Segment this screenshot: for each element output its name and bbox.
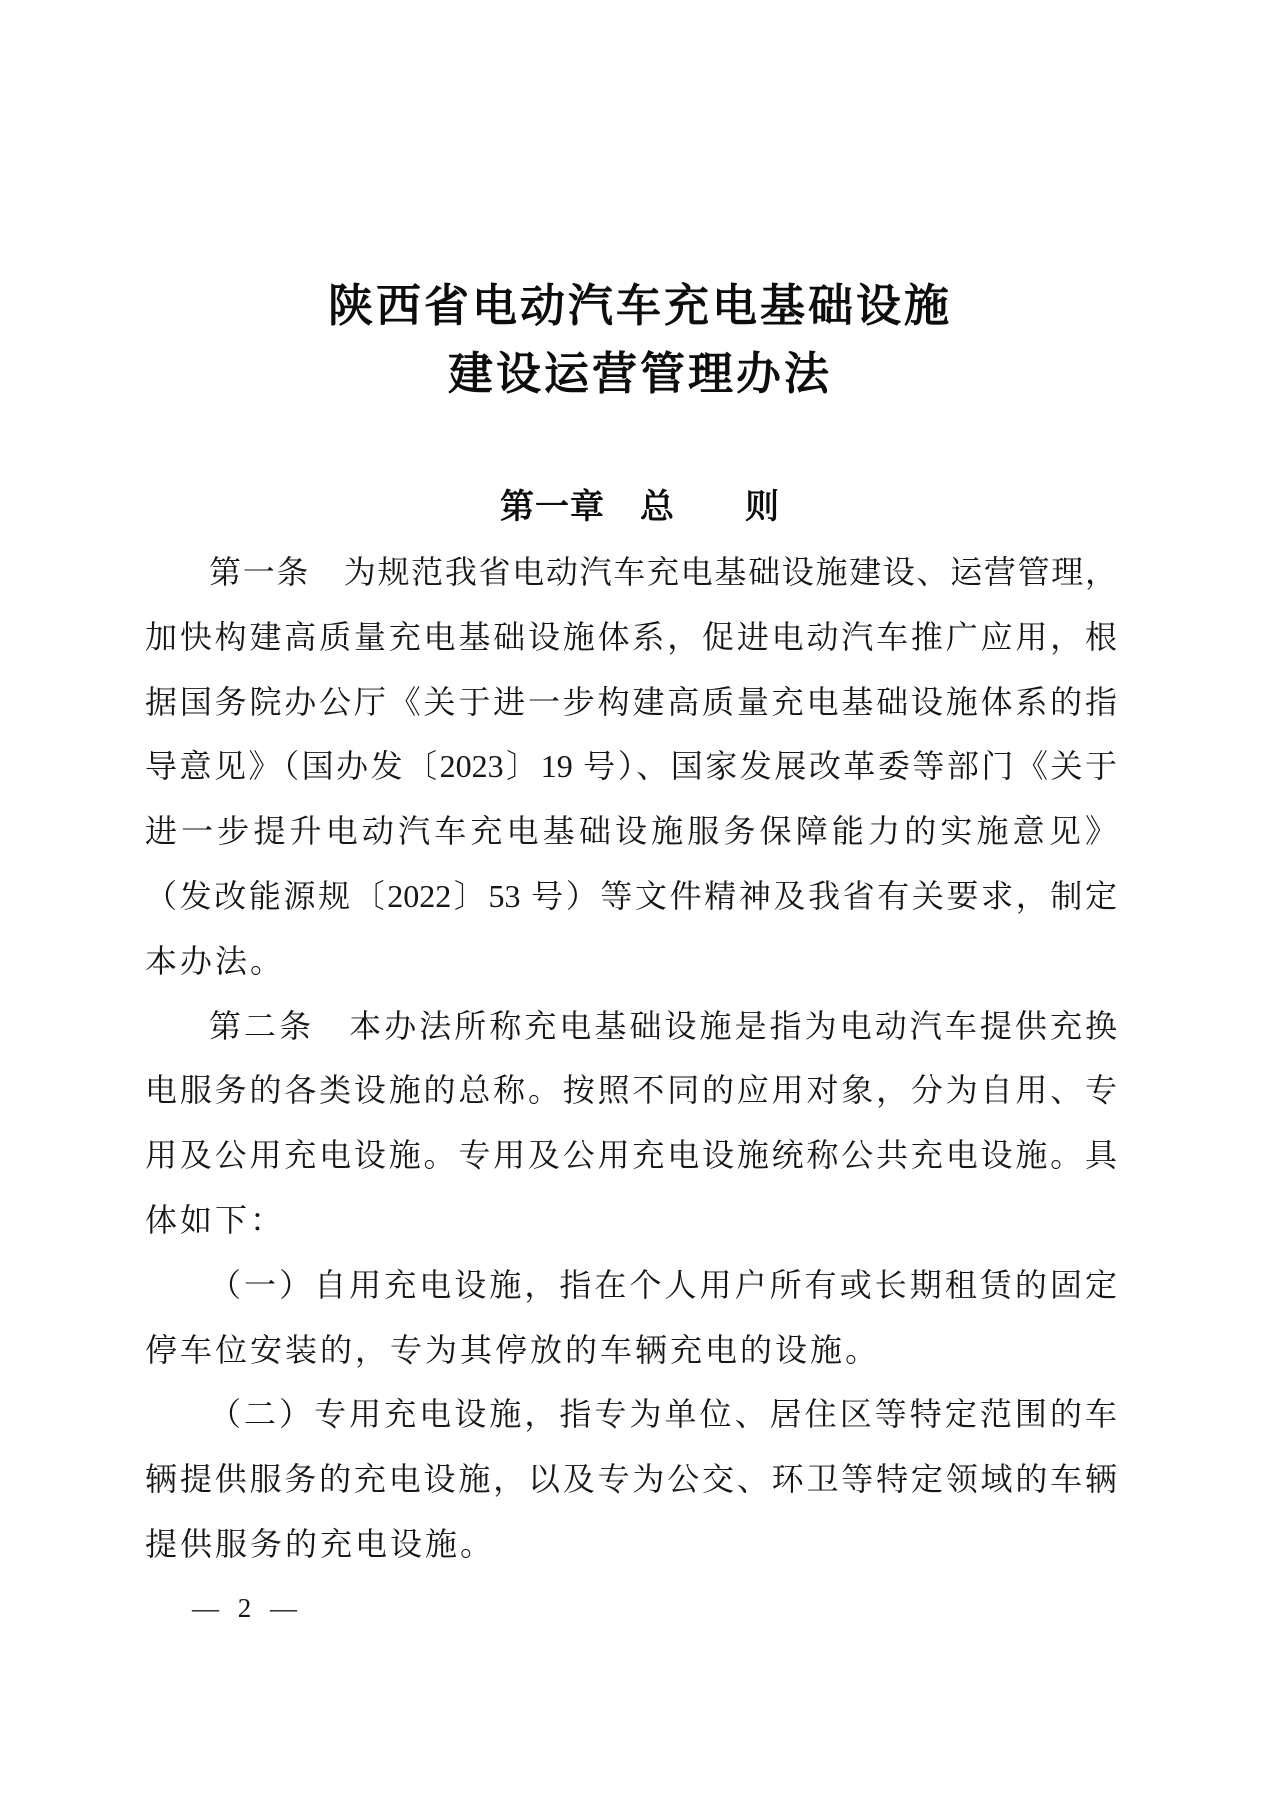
page-number: — 2 — <box>192 1593 303 1623</box>
body-line: 导意见》（国办发〔2023〕19 号）、国家发展改革委等部门《关于 <box>145 748 1117 785</box>
body-line: 加快构建高质量充电基础设施体系，促进电动汽车推广应用，根 <box>145 618 1117 655</box>
body-line: 第二条 本办法所称充电基础设施是指为电动汽车提供充换 <box>209 1007 1117 1044</box>
document-body <box>145 540 1117 1577</box>
document-title-line-2: 建设运营管理办法 <box>447 349 832 399</box>
body-line: （一）自用充电设施，指在个人用户所有或长期租赁的固定 <box>209 1266 1117 1303</box>
body-line: 用及公用充电设施。专用及公用充电设施统称公共充电设施。具 <box>145 1137 1117 1174</box>
body-line: （二）专用充电设施，指专为单位、居住区等特定范围的车 <box>209 1396 1117 1433</box>
body-line: 提供服务的充电设施。 <box>145 1525 496 1562</box>
body-line: 辆提供服务的充电设施，以及专为公交、环卫等特定领域的车辆 <box>145 1461 1117 1498</box>
body-line: 据国务院办公厅《关于进一步构建高质量充电基础设施体系的指 <box>145 683 1117 720</box>
chapter-heading: 第一章 总 则 <box>500 488 780 526</box>
body-line: 进一步提升电动汽车充电基础设施服务保障能力的实施意见》 <box>145 813 1117 850</box>
body-line: 第一条 为规范我省电动汽车充电基础设施建设、运营管理， <box>209 554 1117 590</box>
document-title <box>0 272 1280 408</box>
body-line: 停车位安装的，专为其停放的车辆充电的设施。 <box>145 1331 881 1368</box>
body-line: 体如下： <box>145 1201 286 1238</box>
body-line: 本办法。 <box>145 942 286 979</box>
body-line: （发改能源规〔2022〕53 号）等文件精神及我省有关要求，制定 <box>145 877 1117 914</box>
document-title-line-1: 陕西省电动汽车充电基础设施 <box>327 281 952 331</box>
body-line: 电服务的各类设施的总称。按照不同的应用对象，分为自用、专 <box>145 1072 1117 1109</box>
